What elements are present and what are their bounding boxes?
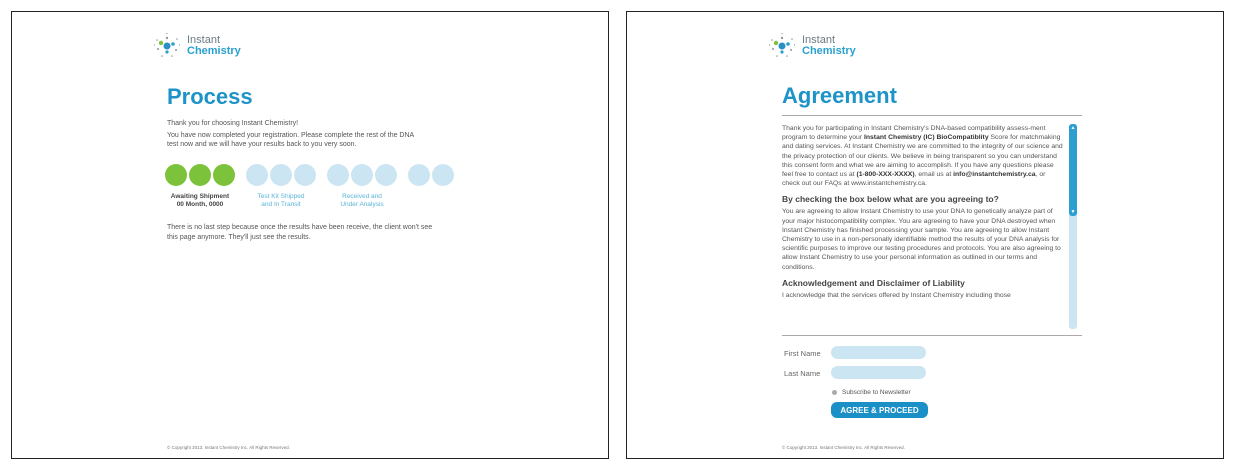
progress-dot [189, 164, 211, 186]
step-label-awaiting: Awaiting Shipment 00 Month, 0000 [170, 193, 230, 208]
progress-tracker [165, 164, 456, 186]
progress-dot [408, 164, 430, 186]
scroll-down-icon[interactable]: ▼ [1070, 209, 1076, 215]
agreement-heading-1: By checking the box below what are you agreeing to? [782, 194, 999, 205]
page-title: Process [167, 84, 253, 109]
agreement-panel [626, 11, 1224, 459]
agree-proceed-button[interactable]: AGREE & PROCEED [831, 402, 928, 418]
intro-line1: Thank you for choosing Instant Chemistry! [167, 120, 299, 127]
agreement-text-box[interactable] [782, 124, 1082, 329]
progress-dot [246, 164, 268, 186]
progress-dot [294, 164, 316, 186]
process-panel [11, 11, 609, 459]
logo-line1: Instant [187, 34, 221, 46]
step-label-shipped: Test Kit Shipped and In Transit [257, 193, 305, 208]
page-title: Agreement [782, 83, 897, 108]
agreement-heading-2: Acknowledgement and Disclaimer of Liability [782, 277, 965, 288]
agreement-intro: Thank you for participating in Instant Chemistry's DNA-based compatibility assess-ment program to determine your Instant Chemistry (IC) BioCompatiblity Score for matchmaking and dating services. At Instant Chemistry we are committed to the integrity of our science and the privacy protection of our clients. We believe in being transparent so you can understand this consent form and what we are aiming to accomplish. If you have any questions please feel free to contact us at (1-800-XXX-XXXX), email us at info@instantchemistry.ca, or check out our FAQs at www.instantchemistry.ca. [782, 125, 1063, 188]
progress-dot [213, 164, 235, 186]
logo-line2: Chemistry [187, 45, 241, 57]
newsletter-option[interactable] [832, 389, 911, 396]
divider [782, 335, 1082, 336]
step-label-received: Received and Under Analysis [340, 193, 384, 208]
progress-dot [351, 164, 373, 186]
progress-dot [165, 164, 187, 186]
process-note: There is no last step because once the results have been receive, the client won't see this page anymore. They'll just see the results. [167, 224, 433, 241]
logo [152, 31, 241, 61]
progress-dot [327, 164, 349, 186]
agreement-para-2: I acknowledge that the services offered by Instant Chemistry including those [782, 291, 1011, 299]
last-name-input[interactable] [831, 366, 926, 379]
first-name-input[interactable] [831, 346, 926, 359]
scroll-up-icon[interactable]: ▲ [1070, 125, 1076, 131]
scroll-thumb[interactable] [1069, 124, 1077, 216]
newsletter-checkbox[interactable] [832, 390, 837, 395]
progress-dot [375, 164, 397, 186]
molecule-icon [152, 31, 182, 61]
molecule-icon [767, 31, 797, 61]
newsletter-label: Subscribe to Newsletter [842, 389, 911, 396]
scrollbar[interactable] [1069, 124, 1077, 329]
last-name-label: Last Name [784, 369, 821, 378]
intro-line2: You have now completed your registration. Please complete the rest of the DNA test now and we will have your results back to you very soon. [167, 131, 414, 148]
progress-dot [270, 164, 292, 186]
progress-dot [432, 164, 454, 186]
logo-line1: Instant [802, 34, 836, 46]
logo-line2: Chemistry [802, 45, 856, 57]
first-name-label: First Name [784, 349, 821, 358]
logo [767, 31, 856, 61]
divider [782, 115, 1082, 116]
agreement-para-1: You are agreeing to allow Instant Chemistry to use your DNA to genetically analyze part of your major histocompatibility complex. You are agreeing to have your DNA destroyed when Instant Chemistry has finished processing your sample. You are agreeing to allow Instant Chemistry to use in a non-personally identifiable method the results of your DNA analysis for scientific purposes to improve our testing procedures and protocols. You are also agreeing to allow Instant Chemistry to use your personal information as outlined in our terms and conditions. [782, 208, 1061, 271]
intro-text [167, 119, 417, 152]
copyright: © Copyright 2013. Instant Chemistry Inc. All Rights Reserved. [167, 445, 290, 450]
copyright: © Copyright 2013. Instant Chemistry Inc. All Rights Reserved. [782, 445, 905, 450]
